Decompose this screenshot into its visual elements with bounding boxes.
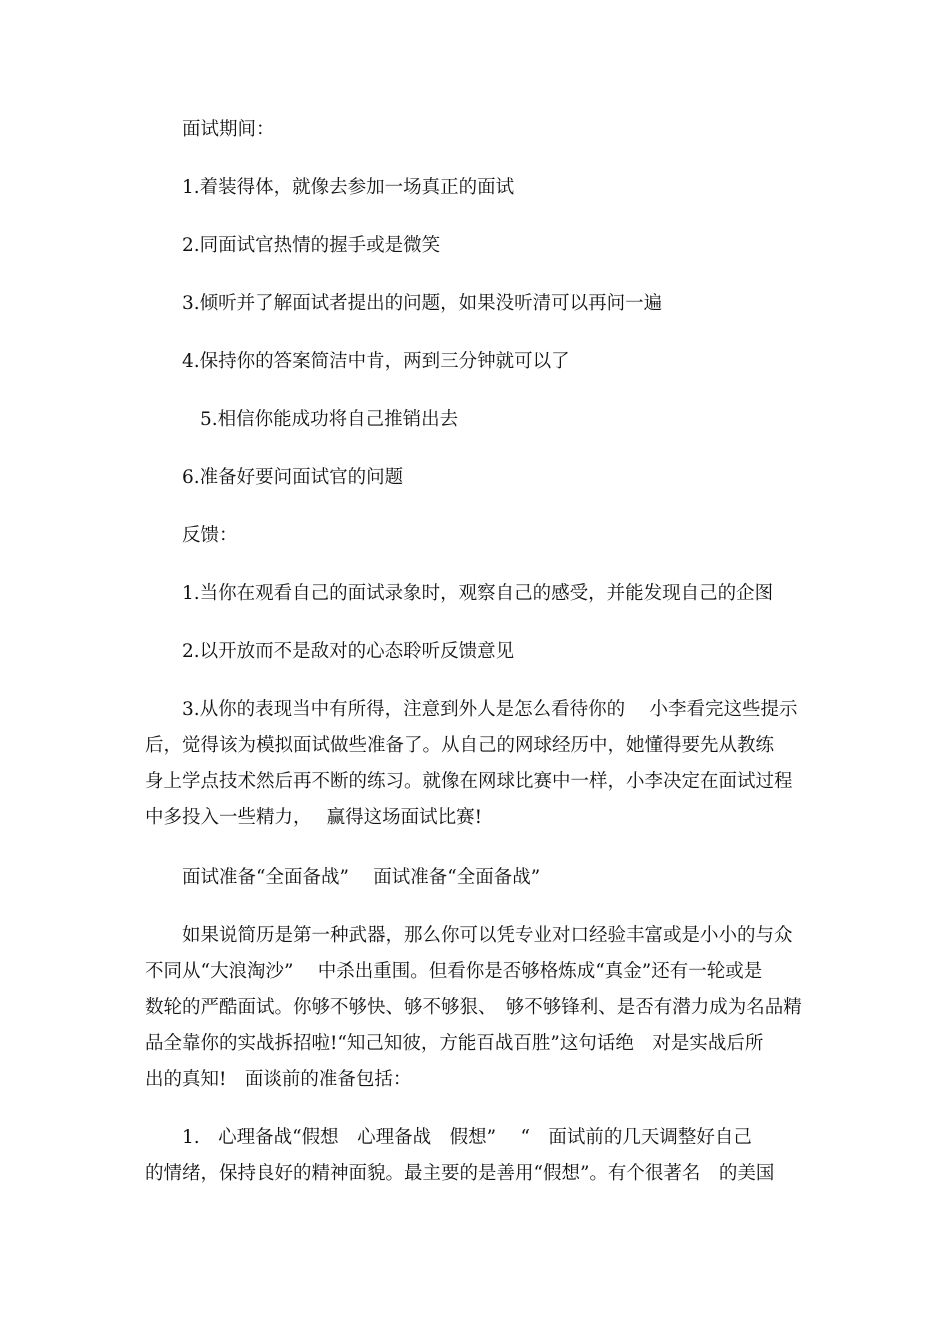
paragraph-line: 数轮的严酷面试。你够不够快、够不够狠、 够不够锋利、是否有潜力成为名品精 <box>145 997 802 1018</box>
paragraph-line: 如果说简历是第一种武器，那么你可以凭专业对口经验丰富或是小小的与众 <box>182 925 793 946</box>
section-heading-feedback: 反馈： <box>182 525 238 546</box>
list-item: 1.着装得体，就像去参加一场真正的面试 <box>182 177 515 198</box>
paragraph-line: 后，觉得该为模拟面试做些准备了。从自己的网球经历中，她懂得要先从教练 <box>145 735 775 756</box>
section-heading-interview: 面试期间： <box>182 119 275 140</box>
paragraph-line: 身上学点技术然后再不断的练习。就像在网球比赛中一样，小李决定在面试过程 <box>145 771 793 792</box>
paragraph-line: 品全靠你的实战拆招啦!“知己知彼，方能百战百胜”这句话绝 对是实战后所 <box>145 1033 764 1054</box>
paragraph-line: 3.从你的表现当中有所得，注意到外人是怎么看待你的 小李看完这些提示 <box>182 699 798 720</box>
list-item: 6.准备好要问面试官的问题 <box>182 467 404 488</box>
paragraph-line: 的情绪，保持良好的精神面貌。最主要的是善用“假想”。有个很著名 的美国 <box>145 1163 775 1184</box>
list-item: 2.以开放而不是敌对的心态聆听反馈意见 <box>182 641 515 662</box>
list-item: 3.倾听并了解面试者提出的问题，如果没听清可以再问一遍 <box>182 293 663 314</box>
paragraph-line: 中多投入一些精力， 赢得这场面试比赛! <box>145 807 483 828</box>
paragraph-line: 1. 心理备战“假想 心理备战 假想” “ 面试前的几天调整好自己 <box>182 1127 752 1148</box>
list-item: 2.同面试官热情的握手或是微笑 <box>182 235 441 256</box>
list-item: 5.相信你能成功将自己推销出去 <box>200 409 459 430</box>
list-item: 4.保持你的答案简洁中肯，两到三分钟就可以了 <box>182 351 570 372</box>
paragraph-line: 不同从“大浪淘沙” 中杀出重围。但看你是否够格炼成“真金”还有一轮或是 <box>145 961 763 982</box>
section-heading-prepare: 面试准备“全面备战” 面试准备“全面备战” <box>182 867 541 888</box>
list-item: 1.当你在观看自己的面试录象时，观察自己的感受，并能发现自己的企图 <box>182 583 774 604</box>
paragraph-line: 出的真知! 面谈前的准备包括： <box>145 1069 412 1090</box>
